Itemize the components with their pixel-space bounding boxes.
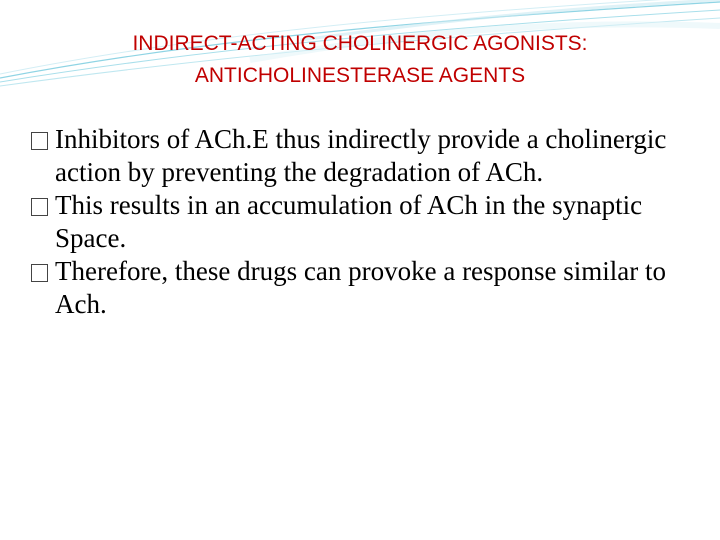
- bullet-item: [31, 255, 701, 321]
- bullet-text: Therefore, these drugs can provoke a response similar to Ach.: [55, 256, 667, 319]
- bullet-text: Inhibitors of ACh.E thus indirectly provide a cholinergic action by preventing the degradation of ACh.: [55, 124, 667, 187]
- box-bullet-icon: [31, 264, 48, 282]
- slide-title: [0, 28, 720, 92]
- bullet-list: [31, 123, 701, 321]
- bullet-text: This results in an accumulation of ACh in the synaptic Space.: [55, 190, 643, 253]
- box-bullet-icon: [31, 198, 48, 216]
- bullet-item: [31, 123, 701, 189]
- bullet-item: [31, 189, 701, 255]
- box-bullet-icon: [31, 132, 48, 150]
- title-line-2: ANTICHOLINESTERASE AGENTS: [194, 64, 526, 87]
- title-line-1: INDIRECT-ACTING CHOLINERGIC AGONISTS:: [132, 32, 588, 55]
